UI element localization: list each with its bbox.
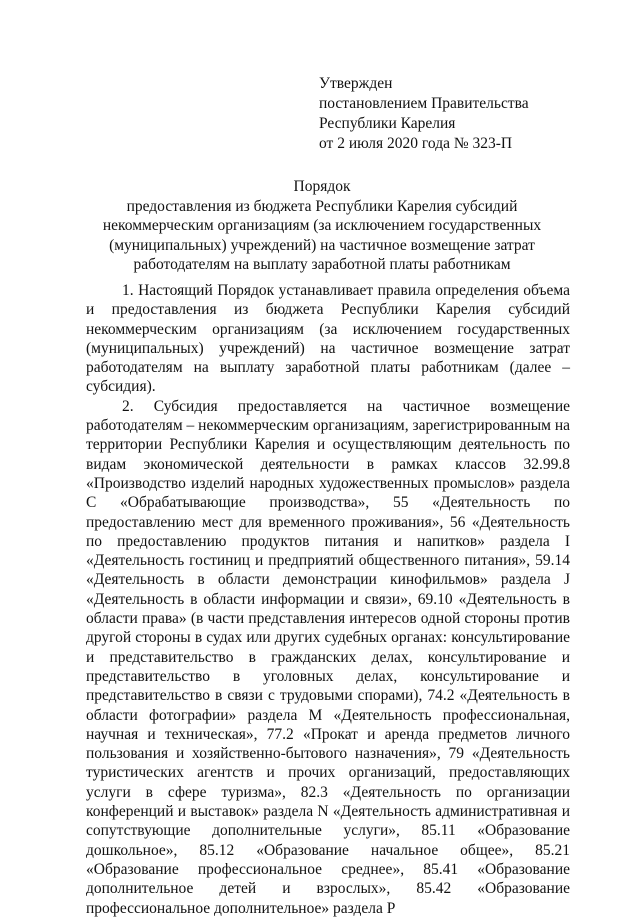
document-body [86,281,570,918]
paragraph-1: 1. Настоящий Порядок устанавливает правила определения объема и предоставления из бюджета Республики Карелия субсидий некоммерческим организациям (за исключением государственных (муниципальных) учреждений) на частичное возмещение затрат работодателям на выплату заработной платы работникам (далее – субсидия). [86,282,570,396]
title-line-4: работодателям на выплату заработной платы работникам [133,256,511,273]
document-title [62,177,582,275]
title-line-3: (муниципальных) учреждений) на частичное возмещение затрат [109,236,535,254]
title-line-1: предоставления из бюджета Республики Карелия субсидий [126,197,518,215]
paragraph-2: 2. Субсидия предоставляется на частичное возмещение работодателям – некоммерческим организациям, зарегистрированным на территории Республики Карелия и осуществляющим деятельность по видам экономической деятельности в рамках классов 32.99.8 «Производство изделий народных художественных промыслов» раздела С «Обрабатывающие производства», 55 «Деятельность по предоставлению мест для временного проживания», 56 «Деятельность по предоставлению продуктов питания и напитков» раздела I «Деятельность гостиниц и предприятий общественного питания», 59.14 «Деятельность в области демонстрации кинофильмов» раздела J «Деятельность в области информации и связи», 69.10 «Деятельность в области права» (в части представления интересов одной стороны против другой стороны в судах или других судебных органах: консультирование и представительство в гражданских делах, консультирование и представительство в уголовных делах, консультирование и представительство в связи с трудовыми спорами), 74.2 «Деятельность в области фотографии» раздела M «Деятельность профессиональная, научная и техническая», 77.2 «Прокат и аренда предметов личного пользования и хозяйственно-бытового назначения», 79 «Деятельность туристических агентств и прочих организаций, предоставляющих услуги в сфере туризма», 82.3 «Деятельность по организации конференций и выставок» раздела N «Деятельность административная и сопутствующие дополнительные услуги», 85.11 «Образование дошкольное», 85.12 «Образование начальное общее», 85.21 «Образование профессиональное среднее», 85.41 «Образование дополнительное детей и взрослых», 85.42 «Образование профессиональное дополнительное» раздела P [86,397,570,917]
title-heading: Порядок [293,178,351,195]
approval-line-4: от 2 июля 2020 года № 323-П [319,135,513,152]
approval-line-1: Утвержден [319,75,393,92]
approval-line-3: Республики Карелия [319,115,456,132]
approval-line-2: постановлением Правительства [319,95,529,112]
title-line-2: некоммерческим организациям (за исключением государственных [102,217,542,234]
approval-stamp [319,74,529,154]
